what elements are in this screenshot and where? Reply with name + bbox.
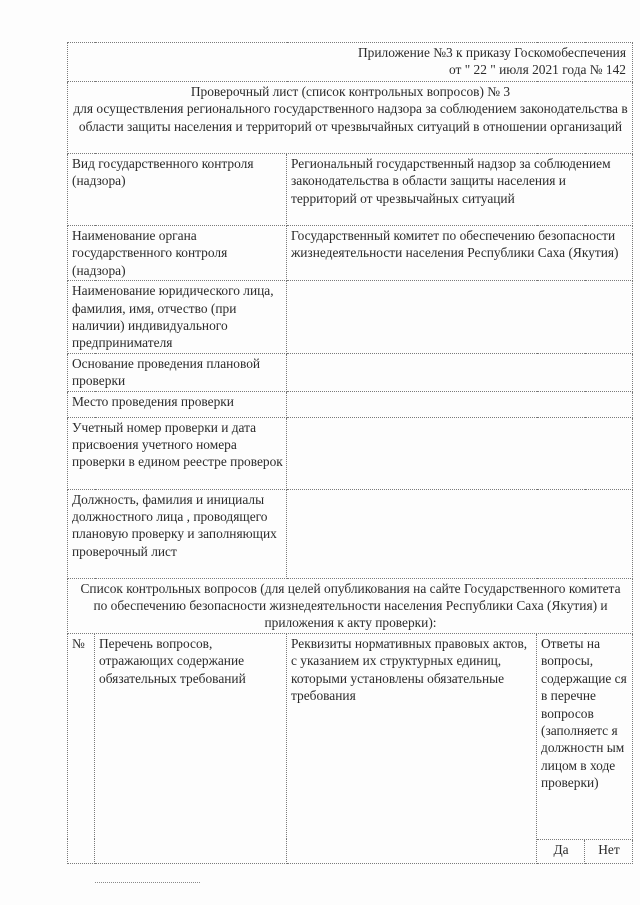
field-row-entity-name [68,281,633,354]
field-row-authority-name [68,226,633,281]
field-label: Основание проведения плановой проверки [68,353,287,391]
appendix-row [68,43,633,82]
field-value [287,281,633,354]
field-value [287,489,633,578]
field-value: Государственный комитет по обеспечению безопасности жизнедеятельности населения Республики Саха (Якутия) [287,226,633,281]
col-number-header: № [68,633,95,863]
answer-no-header: Нет [585,839,633,863]
field-label: Должность, фамилия и инициалы должностного лица , проводящего плановую проверку и заполняющих проверочный лист [68,489,287,578]
col-answers-header: Ответы на вопросы, содержащие ся в перечне вопросов (заполняетс я должностн ым лицом в ходе проверки) [537,633,633,839]
answer-yes-header: Да [537,839,585,863]
appendix-cell [68,43,633,82]
col-requisites-header: Реквизиты нормативных правовых актов, с указанием их структурных единиц, которыми установлены обязательные требования [287,633,537,863]
field-label: Место проведения проверки [68,391,287,417]
questions-heading: Список контрольных вопросов (для целей опубликования на сайте Государственного комитета по обеспечению безопасности жизнедеятельности населения Республики Саха (Якутия) и приложения к акту проверки): [68,578,633,633]
field-label: Вид государственного контроля (надзора) [68,154,287,226]
checklist-subtitle: для осуществления регионального государственного надзора за соблюдением законодательства в области защиты населения и территорий от чрезвычайных ситуаций в отношении организаций [73,101,628,134]
field-row-inspector [68,489,633,578]
title-row [68,82,633,154]
field-label: Наименование юридического лица, фамилия, имя, отчество (при наличии) индивидуального предпринимателя [68,281,287,354]
field-label: Учетный номер проверки и дата присвоения учетного номера проверки в едином реестре проверок [68,417,287,489]
field-row-control-type [68,154,633,226]
field-value [287,353,633,391]
field-value [287,417,633,489]
field-row-inspection-place [68,391,633,417]
col-questions-header: Перечень вопросов, отражающих содержание обязательных требований [95,633,287,863]
field-row-registration-number [68,417,633,489]
field-value [287,391,633,417]
field-value: Региональный государственный надзор за соблюдением законодательства в области защиты населения и территорий от чрезвычайных ситуаций [287,154,633,226]
appendix-line-2: от " 22 " июля 2021 года № 142 [448,62,627,78]
footer-divider [95,882,200,883]
questions-header-row [68,633,633,839]
field-row-inspection-basis [68,353,633,391]
appendix-line-1: Приложение №3 к приказу Госкомобеспечения [358,45,627,60]
field-label: Наименование органа государственного контроля (надзора) [68,226,287,281]
title-cell [68,82,633,154]
questions-heading-row [68,578,633,633]
inspection-checklist-form [67,42,633,864]
checklist-title: Проверочный лист (список контрольных вопросов) № 3 [190,84,511,99]
